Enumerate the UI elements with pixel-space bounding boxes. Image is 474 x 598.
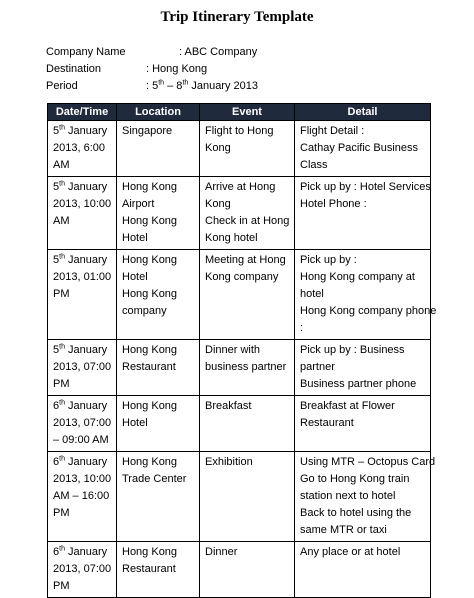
cell-location: Hong Kong Hotel Hong Kong company <box>117 250 200 340</box>
cell-location: Hong Kong Trade Center <box>117 452 200 542</box>
period-value: : 5th – 8th January 2013 <box>146 79 258 92</box>
cell-event: Flight to Hong Kong <box>200 121 295 177</box>
cell-detail: Flight Detail : Cathay Pacific Business Class <box>295 121 431 177</box>
cell-location: Hong Kong Restaurant <box>117 542 200 598</box>
cell-detail: Breakfast at Flower Restaurant <box>295 396 431 452</box>
cell-location: Hong Kong Hotel <box>117 396 200 452</box>
destination-value: : Hong Kong <box>146 63 208 75</box>
cell-event: Dinner with business partner <box>200 340 295 396</box>
table-row <box>48 250 431 340</box>
table-header-row <box>48 104 431 121</box>
table-row <box>48 177 431 250</box>
cell-event: Dinner <box>200 542 295 598</box>
itinerary-rows <box>48 121 437 598</box>
cell-event: Exhibition <box>200 452 295 542</box>
cell-detail: Pick up by : Business partner Business partner phone <box>295 340 431 396</box>
cell-date-time: 6th January 2013, 07:00 PM <box>48 542 117 598</box>
header-location: Location <box>117 104 200 121</box>
cell-event: Arrive at Hong Kong Check in at Hong Kong hotel <box>200 177 295 250</box>
cell-date-time: 6th January 2013, 07:00 – 09:00 AM <box>48 396 117 452</box>
cell-detail: Pick up by : Hong Kong company at hotel Hong Kong company phone : <box>295 250 431 340</box>
header-detail: Detail <box>295 104 431 121</box>
company-label: Company Name <box>46 46 126 58</box>
cell-date-time: 5th January 2013, 6:00 AM <box>48 121 117 177</box>
cell-location: Hong Kong Restaurant <box>117 340 200 396</box>
table-row <box>48 340 431 396</box>
period-label: Period <box>46 80 78 92</box>
document-title: Trip Itinerary Template <box>160 9 314 25</box>
cell-date-time: 5th January 2013, 07:00 PM <box>48 340 117 396</box>
destination-label: Destination <box>46 63 102 75</box>
cell-location: Singapore <box>117 121 200 177</box>
table-row <box>48 542 431 598</box>
cell-date-time: 6th January 2013, 10:00 AM – 16:00 PM <box>48 452 117 542</box>
cell-event: Breakfast <box>200 396 295 452</box>
table-row <box>48 396 431 452</box>
cell-date-time: 5th January 2013, 01:00 PM <box>48 250 117 340</box>
cell-event: Meeting at Hong Kong company <box>200 250 295 340</box>
cell-date-time: 5th January 2013, 10:00 AM <box>48 177 117 250</box>
cell-detail: Any place or at hotel <box>295 542 431 598</box>
header-date-time: Date/Time <box>48 104 117 121</box>
cell-detail: Using MTR – Octopus Card Go to Hong Kong train station next to hotel Back to hotel using the same MTR or taxi <box>295 452 431 542</box>
table-row <box>48 452 431 542</box>
cell-detail: Pick up by : Hotel Services Hotel Phone : <box>295 177 431 250</box>
cell-location: Hong Kong Airport Hong Kong Hotel <box>117 177 200 250</box>
itinerary-table <box>47 103 437 598</box>
header-event: Event <box>200 104 295 121</box>
table-row <box>48 121 431 177</box>
company-value: : ABC Company <box>179 46 258 58</box>
